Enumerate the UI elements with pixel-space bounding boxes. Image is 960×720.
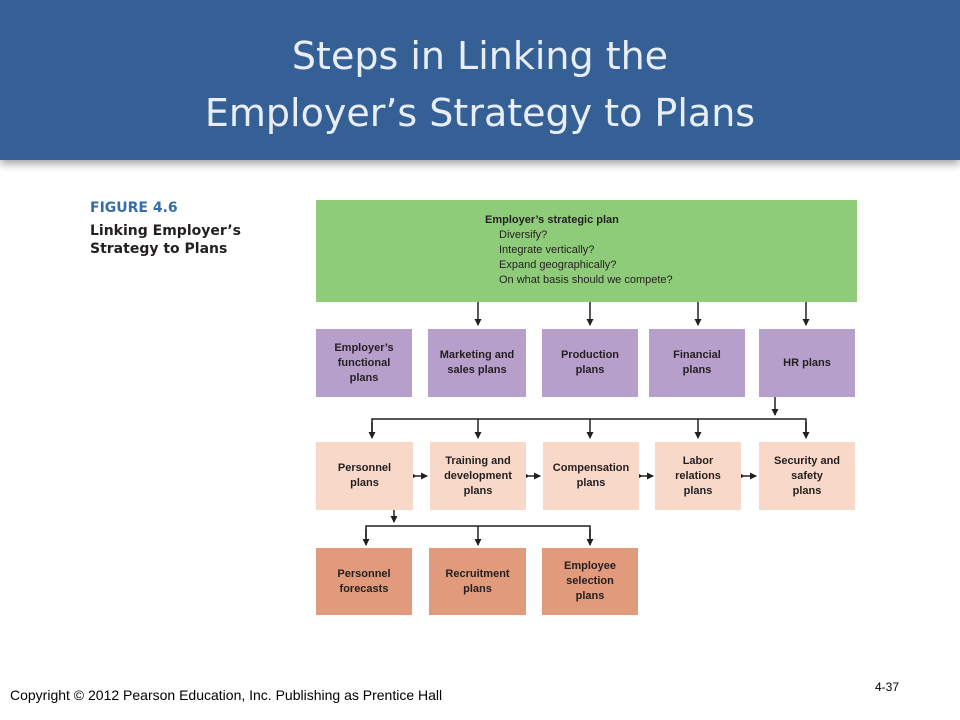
copyright-notice: Copyright © 2012 Pearson Education, Inc. Publishing as Prentice Hall: [10, 687, 443, 703]
hr-plans-box: HR plans: [759, 329, 855, 397]
labor-relations-plans-box: Labor relations plans: [655, 442, 741, 510]
functional-plans-box: Employer’s functional plans: [316, 329, 412, 397]
page-number: 4-37: [875, 680, 900, 694]
slide-title-line-2: Employer’s Strategy to Plans: [204, 91, 756, 135]
financial-plans-box: Financial plans: [649, 329, 745, 397]
security-safety-plans-box: Security and safety plans: [759, 442, 855, 510]
personnel-forecasts-box: Personnel forecasts: [316, 548, 412, 615]
recruitment-plans-box: Recruitment plans: [429, 548, 526, 615]
training-development-plans-box: Training and development plans: [430, 442, 526, 510]
strategic-question-1: Diversify?: [499, 229, 548, 241]
strategic-plan-heading: Employer’s strategic plan: [485, 214, 619, 226]
strategic-question-4: On what basis should we compete?: [499, 274, 673, 286]
strategic-question-2: Integrate vertically?: [499, 244, 595, 256]
compensation-plans-box: Compensation plans: [543, 442, 639, 510]
marketing-sales-plans-box: Marketing and sales plans: [428, 329, 526, 397]
hr-bus-line: [372, 419, 806, 436]
strategic-plan-box: [316, 200, 857, 302]
production-plans-box: Production plans: [542, 329, 638, 397]
employee-selection-plans-box: Employee selection plans: [542, 548, 638, 615]
strategic-question-3: Expand geographically?: [499, 259, 617, 271]
slide-title-line-1: Steps in Linking the: [291, 34, 669, 78]
figure-label: FIGURE 4.6: [90, 200, 178, 216]
personnel-plans-box: Personnel plans: [316, 442, 413, 510]
figure-caption: Linking Employer’s Strategy to Plans: [90, 223, 242, 257]
